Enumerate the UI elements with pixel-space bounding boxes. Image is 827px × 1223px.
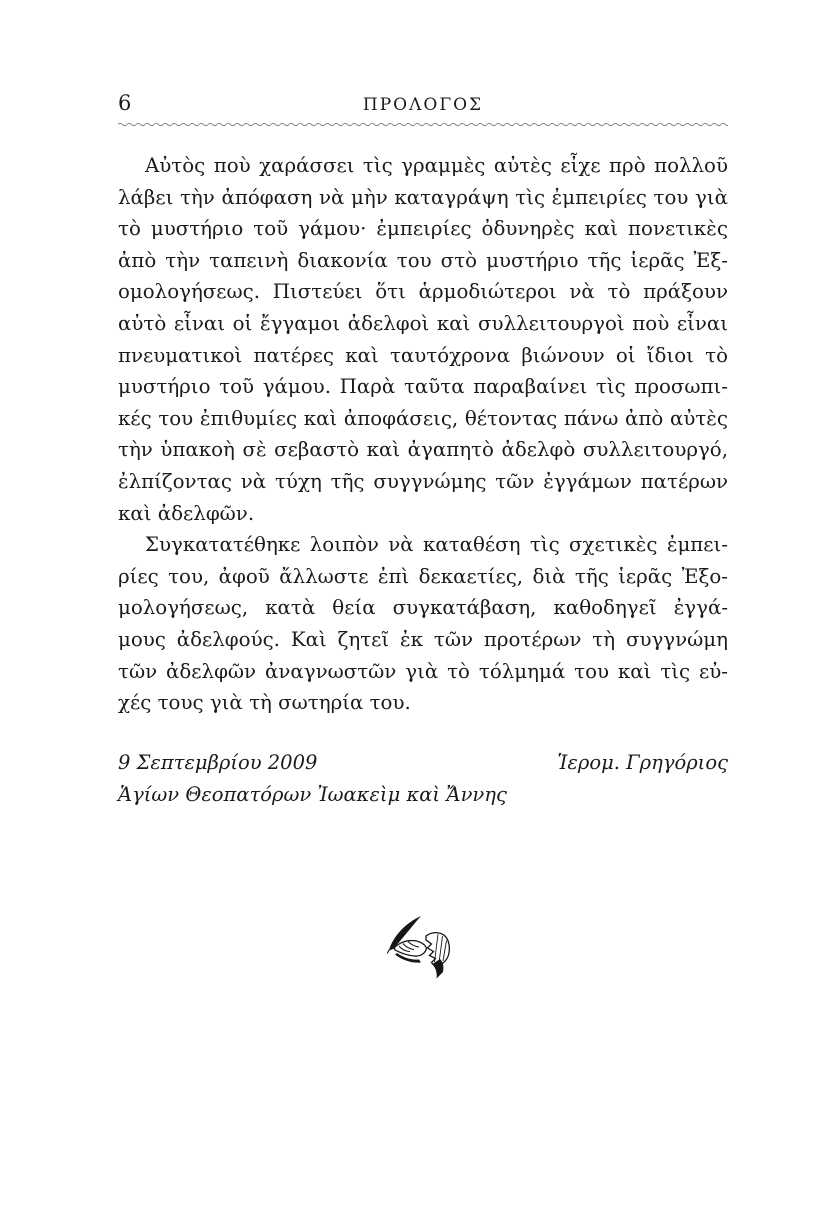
signature-date: 9 Σεπτεμβρίου 2009 bbox=[118, 751, 318, 774]
text-line: Αὐτὸς ποὺ χαράσσει τὶς γραμμὲς αὐτὲς εἶχε πρὸ πολλοῦ bbox=[145, 154, 728, 177]
text-line: ἐλπίζοντας νὰ τύχη τῆς συγγνώμης τῶν ἐγγάμων πατέρων bbox=[118, 469, 728, 493]
signature-name: Ἱερομ. Γρηγόριος bbox=[557, 751, 728, 774]
text-line: τὴν ὑπακοὴ σὲ σεβαστὸ καὶ ἀγαπητὸ ἀδελφὸ συλλειτουργό, bbox=[118, 438, 728, 462]
text-line: μους ἀδελφούς. Καὶ ζητεῖ ἐκ τῶν προτέρων τὴ συγγνώμη bbox=[118, 627, 728, 651]
text-line: καὶ ἀδελφῶν. bbox=[118, 501, 255, 525]
text-line: πνευματικοὶ πατέρες καὶ ταυτόχρονα βιώνουν οἱ ἴδιοι τὸ bbox=[118, 343, 728, 367]
signature-block bbox=[118, 747, 728, 811]
text-line: κές του ἐπιθυμίες καὶ ἀποφάσεις, θέτοντας πάνω ἀπὸ αὐτὲς bbox=[118, 406, 728, 430]
text-line: λάβει τὴν ἀπόφαση νὰ μὴν καταγράψη τὶς ἐμπειρίες του γιὰ bbox=[118, 185, 728, 209]
hand-with-quill-ornament bbox=[385, 912, 455, 982]
text-line: μολογήσεως, κατὰ θεία συγκατάβαση, καθοδηγεῖ ἐγγά- bbox=[118, 596, 728, 620]
text-line: ομολογήσεως. Πιστεύει ὅτι ἁρμοδιώτεροι νὰ τὸ πράξουν bbox=[118, 280, 728, 304]
signature-row bbox=[118, 747, 728, 779]
body-text bbox=[118, 150, 728, 719]
page-header bbox=[118, 90, 728, 120]
wavy-rule bbox=[118, 121, 728, 128]
text-line: τῶν ἀδελφῶν ἀναγνωστῶν γιὰ τὸ τόλμημά του καὶ τὶς εὐ- bbox=[118, 659, 728, 683]
text-line: τὸ μυστήριο τοῦ γάμου· ἐμπειρίες ὀδυνηρὲς καὶ πονετικὲς bbox=[118, 217, 728, 241]
paragraph-2 bbox=[118, 529, 728, 719]
text-line: Συγκατατέθηκε λοιπὸν νὰ καταθέση τὶς σχετικὲς ἐμπει- bbox=[145, 533, 728, 557]
text-line: χές τους γιὰ τὴ σωτηρία του. bbox=[118, 691, 411, 715]
running-title: ΠΡΟΛΟΓΟΣ bbox=[362, 95, 484, 115]
page-number: 6 bbox=[118, 91, 132, 115]
paragraph-1 bbox=[118, 150, 728, 529]
text-line: ἀπὸ τὴν ταπεινὴ διακονία του στὸ μυστήριο τῆς ἱερᾶς Ἐξ- bbox=[118, 248, 728, 272]
signature-feast: Ἁγίων Θεοπατόρων Ἰωακεὶμ καὶ Ἄννης bbox=[118, 783, 507, 806]
text-line: ρίες του, ἀφοῦ ἄλλωστε ἐπὶ δεκαετίες, διὰ τῆς ἱερᾶς Ἐξο- bbox=[118, 564, 728, 588]
text-line: μυστήριο τοῦ γάμου. Παρὰ ταῦτα παραβαίνει τὶς προσωπι- bbox=[118, 375, 728, 399]
text-line: αὐτὸ εἶναι οἱ ἔγγαμοι ἀδελφοὶ καὶ συλλειτουργοὶ ποὺ εἶναι bbox=[118, 311, 728, 335]
